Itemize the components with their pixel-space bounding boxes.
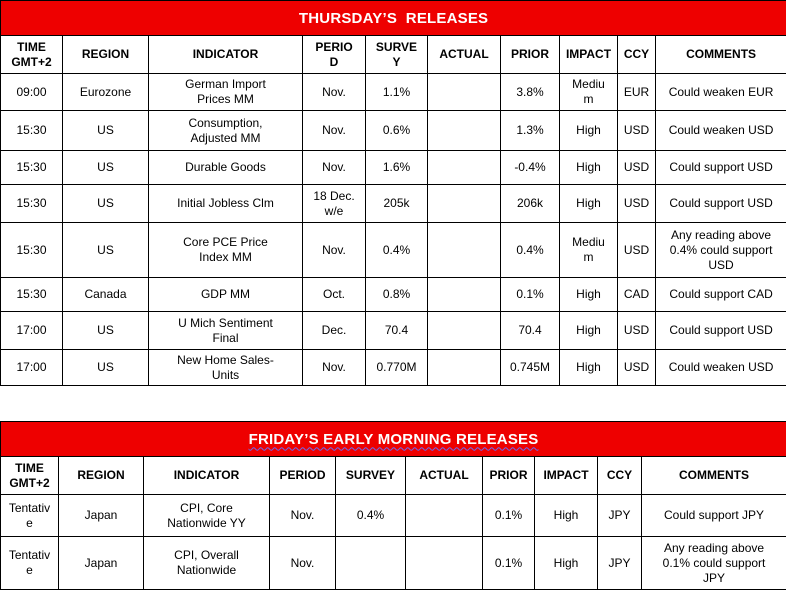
cell-comments: Any reading above 0.1% could support JPY bbox=[642, 537, 786, 590]
cell-period: Dec. bbox=[303, 312, 366, 350]
cell-ccy: USD bbox=[618, 223, 656, 278]
cell-region: US bbox=[63, 312, 149, 350]
cell-region: US bbox=[63, 350, 149, 386]
cell-period: Nov. bbox=[303, 223, 366, 278]
cell-ccy: USD bbox=[618, 111, 656, 151]
cell-survey: 0.4% bbox=[336, 495, 406, 537]
cell-actual bbox=[428, 185, 501, 223]
table-row bbox=[1, 495, 786, 537]
cell-indicator: GDP MM bbox=[149, 278, 303, 312]
header-survey: SURVEY bbox=[336, 457, 406, 495]
header-period: PERIO D bbox=[303, 36, 366, 74]
header-period: PERIOD bbox=[270, 457, 336, 495]
cell-prior: 206k bbox=[501, 185, 560, 223]
cell-prior: 0.1% bbox=[501, 278, 560, 312]
header-indicator: INDICATOR bbox=[144, 457, 270, 495]
header-prior: PRIOR bbox=[483, 457, 535, 495]
cell-period: Nov. bbox=[270, 495, 336, 537]
table-row bbox=[1, 185, 786, 223]
cell-indicator: Initial Jobless Clm bbox=[149, 185, 303, 223]
cell-period: Nov. bbox=[270, 537, 336, 590]
header-comments: COMMENTS bbox=[642, 457, 786, 495]
friday-rows bbox=[1, 495, 786, 590]
header-comments: COMMENTS bbox=[656, 36, 786, 74]
table-row bbox=[1, 111, 786, 151]
cell-prior: 0.1% bbox=[483, 537, 535, 590]
cell-indicator: CPI, Core Nationwide YY bbox=[144, 495, 270, 537]
thursday-title-part-b: RELEASES bbox=[405, 9, 489, 27]
cell-survey: 0.8% bbox=[366, 278, 428, 312]
cell-comments: Could support JPY bbox=[642, 495, 786, 537]
cell-indicator: U Mich Sentiment Final bbox=[149, 312, 303, 350]
friday-title-text: FRIDAY’S EARLY MORNING RELEASES bbox=[248, 430, 539, 448]
cell-actual bbox=[428, 74, 501, 111]
cell-ccy: EUR bbox=[618, 74, 656, 111]
cell-period: Nov. bbox=[303, 111, 366, 151]
cell-ccy: USD bbox=[618, 151, 656, 185]
table-row bbox=[1, 223, 786, 278]
cell-indicator: CPI, Overall Nationwide bbox=[144, 537, 270, 590]
friday-header-row bbox=[1, 457, 786, 495]
cell-impact: Mediu m bbox=[560, 223, 618, 278]
cell-time: 17:00 bbox=[1, 350, 63, 386]
cell-comments: Any reading above 0.4% could support USD bbox=[656, 223, 786, 278]
cell-survey: 1.1% bbox=[366, 74, 428, 111]
cell-time: 15:30 bbox=[1, 185, 63, 223]
header-indicator: INDICATOR bbox=[149, 36, 303, 74]
cell-indicator: Core PCE Price Index MM bbox=[149, 223, 303, 278]
cell-comments: Could weaken USD bbox=[656, 350, 786, 386]
cell-survey: 205k bbox=[366, 185, 428, 223]
header-ccy: CCY bbox=[618, 36, 656, 74]
cell-region: US bbox=[63, 111, 149, 151]
table-row bbox=[1, 74, 786, 111]
table-row bbox=[1, 312, 786, 350]
friday-releases-block bbox=[0, 421, 786, 590]
cell-time: 17:00 bbox=[1, 312, 63, 350]
header-time: TIME GMT+2 bbox=[1, 36, 63, 74]
cell-impact: High bbox=[560, 185, 618, 223]
cell-indicator: Durable Goods bbox=[149, 151, 303, 185]
friday-releases-table bbox=[0, 421, 786, 590]
cell-region: Japan bbox=[59, 495, 144, 537]
cell-time: 15:30 bbox=[1, 278, 63, 312]
header-region: REGION bbox=[59, 457, 144, 495]
cell-region: Eurozone bbox=[63, 74, 149, 111]
header-actual: ACTUAL bbox=[406, 457, 483, 495]
cell-survey: 0.770M bbox=[366, 350, 428, 386]
cell-time: 09:00 bbox=[1, 74, 63, 111]
header-impact: IMPACT bbox=[560, 36, 618, 74]
cell-region: US bbox=[63, 185, 149, 223]
cell-actual bbox=[428, 350, 501, 386]
cell-survey: 0.4% bbox=[366, 223, 428, 278]
cell-actual bbox=[428, 312, 501, 350]
cell-ccy: JPY bbox=[598, 537, 642, 590]
cell-impact: High bbox=[560, 312, 618, 350]
cell-period: Nov. bbox=[303, 74, 366, 111]
header-region: REGION bbox=[63, 36, 149, 74]
cell-impact: Mediu m bbox=[560, 74, 618, 111]
cell-impact: High bbox=[535, 495, 598, 537]
cell-indicator: New Home Sales- Units bbox=[149, 350, 303, 386]
cell-region: US bbox=[63, 151, 149, 185]
header-ccy: CCY bbox=[598, 457, 642, 495]
table-row bbox=[1, 278, 786, 312]
friday-title bbox=[1, 422, 786, 457]
cell-survey: 70.4 bbox=[366, 312, 428, 350]
cell-time: 15:30 bbox=[1, 111, 63, 151]
cell-time: Tentativ e bbox=[1, 495, 59, 537]
cell-time: 15:30 bbox=[1, 223, 63, 278]
cell-actual bbox=[406, 537, 483, 590]
cell-prior: -0.4% bbox=[501, 151, 560, 185]
header-survey: SURVE Y bbox=[366, 36, 428, 74]
cell-ccy: USD bbox=[618, 185, 656, 223]
cell-comments: Could support USD bbox=[656, 312, 786, 350]
cell-actual bbox=[428, 223, 501, 278]
cell-actual bbox=[406, 495, 483, 537]
header-time: TIME GMT+2 bbox=[1, 457, 59, 495]
thursday-header-row bbox=[1, 36, 786, 74]
cell-time: Tentativ e bbox=[1, 537, 59, 590]
cell-region: US bbox=[63, 223, 149, 278]
cell-survey: 0.6% bbox=[366, 111, 428, 151]
cell-prior: 0.1% bbox=[483, 495, 535, 537]
cell-survey bbox=[336, 537, 406, 590]
cell-comments: Could support USD bbox=[656, 151, 786, 185]
cell-ccy: JPY bbox=[598, 495, 642, 537]
cell-impact: High bbox=[560, 111, 618, 151]
header-impact: IMPACT bbox=[535, 457, 598, 495]
cell-actual bbox=[428, 111, 501, 151]
cell-impact: High bbox=[560, 278, 618, 312]
cell-prior: 1.3% bbox=[501, 111, 560, 151]
thursday-rows bbox=[1, 74, 786, 386]
cell-indicator: German Import Prices MM bbox=[149, 74, 303, 111]
cell-prior: 3.8% bbox=[501, 74, 560, 111]
cell-ccy: USD bbox=[618, 350, 656, 386]
table-row bbox=[1, 350, 786, 386]
cell-ccy: USD bbox=[618, 312, 656, 350]
cell-impact: High bbox=[535, 537, 598, 590]
cell-ccy: CAD bbox=[618, 278, 656, 312]
cell-actual bbox=[428, 151, 501, 185]
cell-comments: Could support CAD bbox=[656, 278, 786, 312]
cell-impact: High bbox=[560, 350, 618, 386]
table-row bbox=[1, 537, 786, 590]
cell-actual bbox=[428, 278, 501, 312]
header-actual: ACTUAL bbox=[428, 36, 501, 74]
cell-region: Japan bbox=[59, 537, 144, 590]
cell-period: Nov. bbox=[303, 350, 366, 386]
thursday-title-part-a: THURSDAY’S bbox=[298, 9, 398, 27]
cell-survey: 1.6% bbox=[366, 151, 428, 185]
cell-indicator: Consumption, Adjusted MM bbox=[149, 111, 303, 151]
cell-region: Canada bbox=[63, 278, 149, 312]
cell-impact: High bbox=[560, 151, 618, 185]
cell-prior: 70.4 bbox=[501, 312, 560, 350]
table-row bbox=[1, 151, 786, 185]
cell-period: Oct. bbox=[303, 278, 366, 312]
cell-period: 18 Dec. w/e bbox=[303, 185, 366, 223]
thursday-title bbox=[1, 1, 786, 36]
cell-comments: Could support USD bbox=[656, 185, 786, 223]
cell-prior: 0.745M bbox=[501, 350, 560, 386]
cell-prior: 0.4% bbox=[501, 223, 560, 278]
cell-comments: Could weaken USD bbox=[656, 111, 786, 151]
header-prior: PRIOR bbox=[501, 36, 560, 74]
cell-time: 15:30 bbox=[1, 151, 63, 185]
cell-period: Nov. bbox=[303, 151, 366, 185]
cell-comments: Could weaken EUR bbox=[656, 74, 786, 111]
